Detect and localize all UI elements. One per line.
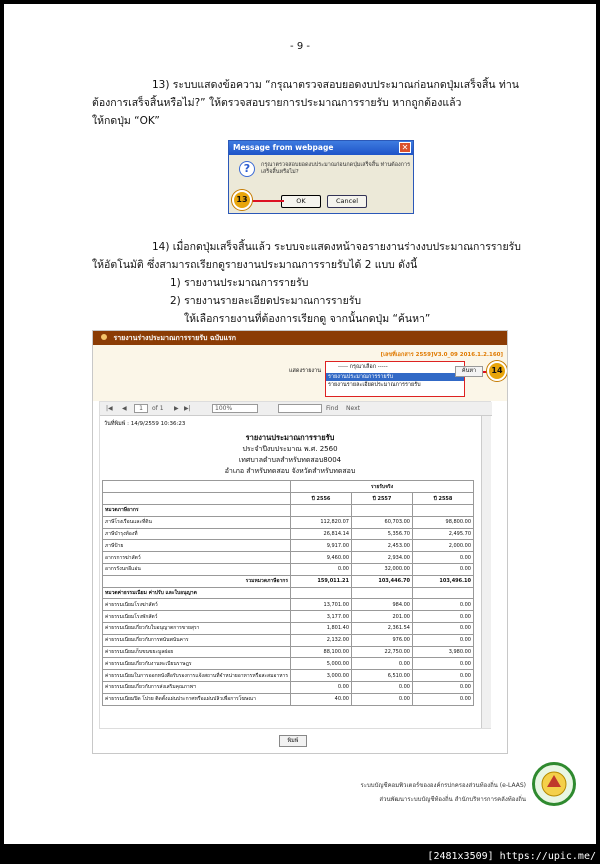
table-row: ภาษีบำรุงท้องที่ 26,814.14 5,356.70 2,495.70 (103, 528, 474, 540)
watermark: [2481x3509] https://upic.me/ (427, 851, 596, 862)
table-row: ภาษีโรงเรือนและที่ดิน 112,820.07 60,703.00 98,800.00 (103, 516, 474, 528)
table-row: ภาษีป้าย 9,917.00 2,453.00 2,000.00 (103, 540, 474, 552)
print-date: วันที่พิมพ์ : 14/9/2559 10:36:23 (104, 421, 186, 427)
message-dialog (228, 140, 414, 214)
table-row: ค่าธรรมเนียมเก็บขนขยะมูลฝอย 88,100.00 22,750.00 3,980.00 (103, 646, 474, 658)
next-page-icon[interactable]: ▶ (174, 405, 179, 412)
document-page (4, 4, 596, 844)
step14-line1: 14) เมื่อกดปุ่มเสร็จสิ้นแล้ว ระบบจะแสดงหน้าจอรายงานร่างงบประมาณการรายรับ (152, 241, 521, 253)
find-link[interactable]: Find (326, 405, 339, 412)
report-filter-bar (93, 345, 507, 401)
report-select-dropdown[interactable] (325, 361, 465, 397)
callout-13: 13 (232, 190, 252, 210)
total-row: รวมหมวดภาษีอากร 159,011.21 103,446.70 103,496.10 (103, 575, 474, 587)
table-row: ค่าธรรมเนียมเกี่ยวกับการพนันพนันคาร 2,132.00 976.00 0.00 (103, 634, 474, 646)
report-viewer (99, 401, 491, 729)
page-input[interactable]: 1 (134, 404, 148, 413)
report-title: รายงานประมาณการรายรับ (245, 433, 335, 442)
option-report[interactable]: รายงานประมาณการรายรับ (326, 373, 464, 381)
report-screenshot (92, 330, 508, 754)
header-bullet-icon (101, 334, 107, 340)
section-fees: หมวดค่าธรรมเนียม ค่าปรับ และใบอนุญาต (103, 587, 291, 599)
report-toolbar (100, 402, 492, 416)
dialog-message: กรุณาตรวจสอบยอดงบประมาณก่อนกดปุ่มเสร็จสิ้น ท่านต้องการเสร็จสิ้นหรือไม่? (261, 162, 411, 175)
dialog-title: Message from webpage (233, 143, 334, 152)
table-row: ค่าธรรมเนียมโรงพักสัตว์ 3,177.00 201.00 0.00 (103, 611, 474, 623)
close-icon[interactable]: ✕ (399, 142, 411, 153)
organization-logo (532, 762, 576, 806)
header-blank (103, 481, 291, 493)
report-location: อำเภอ สำหรับทดสอบ จังหวัดสำหรับทดสอบ (224, 467, 356, 475)
section-tax: หมวดภาษีอากร (103, 505, 291, 517)
report-org: เทศบาลตำบลสำหรับทดสอบ8004 (238, 456, 342, 464)
find-input[interactable] (278, 404, 322, 413)
step14-item1: 1) รายงานประมาณการรายรับ (170, 277, 309, 289)
ok-button[interactable]: OK (281, 195, 321, 208)
table-row: ค่าธรรมเนียมปิด โปรย ติดตั้งแผ่นประกาศหรือแผ่นปลิวเพื่อการโฆษณา 40.00 0.00 0.00 (103, 693, 474, 705)
show-report-label: แสดงรายงาน (289, 368, 321, 374)
question-icon: ? (239, 161, 255, 177)
option-report-detail[interactable]: รายงานรายละเอียดประมาณการรายรับ (328, 382, 421, 388)
callout-14: 14 (487, 361, 507, 381)
first-page-icon[interactable]: |◀ (106, 405, 113, 412)
cancel-button[interactable]: Cancel (327, 195, 367, 208)
step13-line3: ให้กดปุ่ม “OK” (92, 115, 160, 127)
step14-line2: ให้อัตโนมัติ ซึ่งสามารถเรียกดูรายงานประมาณการรายรับได้ 2 แบบ ดังนี้ (92, 259, 418, 271)
logo-emblem-icon (535, 765, 573, 803)
table-row: อากรการฆ่าสัตว์ 9,460.00 2,934.00 0.00 (103, 552, 474, 564)
print-button[interactable]: พิมพ์ (279, 735, 307, 747)
zoom-select[interactable]: 100% (212, 404, 258, 413)
search-button[interactable]: ค้นหา (455, 366, 483, 377)
report-window-title: รายงานร่างประมาณการรายรับ ฉบับแรก (113, 334, 236, 342)
table-row: อากรรังนกอีแอ่น 0.00 32,000.00 0.00 (103, 563, 474, 575)
col-year-2557: ปี 2557 (352, 493, 413, 505)
page-of: of 1 (152, 405, 164, 412)
table-row: ค่าธรรมเนียมเกี่ยวกับการส่งเสริมคุณภาพฯ 0.00 0.00 0.00 (103, 681, 474, 693)
last-page-icon[interactable]: ▶| (184, 405, 191, 412)
footer-line1: ระบบบัญชีคอมพิวเตอร์ขององค์กรปกครองส่วนท้องถิ่น (e-LAAS) (360, 782, 526, 789)
report-scrollbar[interactable] (481, 416, 491, 728)
callout-arrow (252, 200, 284, 202)
select-placeholder: ----- กรุณาเลือก ----- (338, 364, 388, 370)
header-blank-2 (103, 493, 291, 505)
col-group-header: รายรับจริง (291, 481, 474, 493)
dialog-titlebar (229, 141, 413, 155)
table-row: ค่าธรรมเนียมเกี่ยวกับใบอนุญาตการขายสุรา 1,801.40 2,361.54 0.00 (103, 622, 474, 634)
col-year-2556: ปี 2556 (291, 493, 352, 505)
step13-line1: 13) ระบบแสดงข้อความ “กรุณาตรวจสอบยอดงบประมาณก่อนกดปุ่มเสร็จสิ้น ท่าน (152, 79, 519, 91)
page-number: - 9 - (290, 41, 310, 52)
doc-id: [เลขที่เอกสาร 2559]V3.0_09 2016.1.2.160] (380, 352, 503, 358)
table-row: ค่าธรรมเนียมโรงฆ่าสัตว์ 13,701.00 984.00 0.00 (103, 599, 474, 611)
step14-item2: 2) รายงานรายละเอียดประมาณการรายรับ (170, 295, 362, 307)
step14-line3: ให้เลือกรายงานที่ต้องการเรียกดู จากนั้นกดปุ่ม “ค้นหา” (184, 313, 431, 325)
next-link[interactable]: Next (346, 405, 360, 412)
report-window-header (93, 331, 507, 345)
table-row: ค่าธรรมเนียมเกี่ยวกับงานทะเบียนราษฎร 5,000.00 0.00 0.00 (103, 658, 474, 670)
report-year: ประจำปีงบประมาณ พ.ศ. 2560 (242, 445, 338, 453)
table-row: ค่าธรรมเนียมในการออกหนังสือรับรองการแจ้งสถานที่จำหน่ายอาหารหรือสะสมอาหาร 3,000.00 6,510.00 0.00 (103, 670, 474, 682)
col-year-2558: ปี 2558 (412, 493, 473, 505)
prev-page-icon[interactable]: ◀ (122, 405, 127, 412)
footer-line2: ส่วนพัฒนาระบบบัญชีท้องถิ่น สำนักบริหารการคลังท้องถิ่น (379, 796, 526, 803)
step13-line2: ต้องการเสร็จสิ้นหรือไม่?” ให้ตรวจสอบรายการประมาณการรายรับ หากถูกต้องแล้ว (92, 97, 462, 109)
report-table (102, 480, 474, 706)
